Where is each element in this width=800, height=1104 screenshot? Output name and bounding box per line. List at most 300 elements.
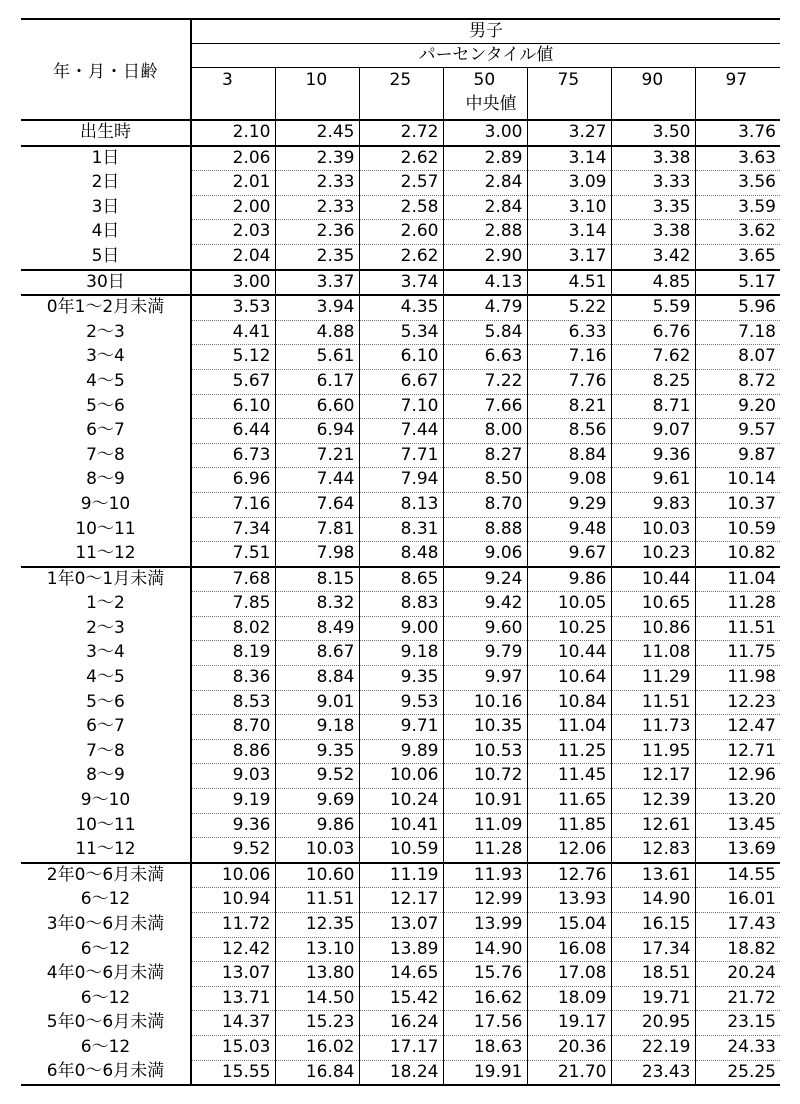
percentile-50-label: 50 <box>473 70 496 90</box>
value-cell: 15.55 <box>191 1060 275 1085</box>
value-cell: 3.76 <box>695 120 780 146</box>
row-label: 3日 <box>21 195 191 220</box>
table-row <box>21 220 780 245</box>
row-label: 3～4 <box>21 345 191 370</box>
value-cell: 14.65 <box>359 962 443 987</box>
table-row <box>21 715 780 740</box>
value-cell: 10.14 <box>695 468 780 493</box>
value-cell: 8.07 <box>695 345 780 370</box>
value-cell: 6.10 <box>359 345 443 370</box>
value-cell: 10.59 <box>359 838 443 863</box>
value-cell: 3.38 <box>611 146 695 171</box>
value-cell: 9.06 <box>443 542 527 567</box>
value-cell: 5.17 <box>695 270 780 296</box>
value-cell: 9.29 <box>527 492 611 517</box>
value-cell: 10.94 <box>191 888 275 913</box>
value-cell: 10.16 <box>443 690 527 715</box>
row-label: 7～8 <box>21 443 191 468</box>
value-cell: 3.42 <box>611 244 695 269</box>
value-cell: 10.41 <box>359 813 443 838</box>
value-cell: 7.94 <box>359 468 443 493</box>
table-row <box>21 641 780 666</box>
table-row <box>21 764 780 789</box>
percentile-3-header: 3 <box>191 68 275 121</box>
row-label: 2～3 <box>21 616 191 641</box>
value-cell: 13.99 <box>443 913 527 938</box>
value-cell: 13.20 <box>695 789 780 814</box>
value-cell: 2.84 <box>443 171 527 196</box>
row-label: 8～9 <box>21 764 191 789</box>
table-row <box>21 542 780 567</box>
value-cell: 12.06 <box>527 838 611 863</box>
value-cell: 2.60 <box>359 220 443 245</box>
value-cell: 9.69 <box>275 789 359 814</box>
value-cell: 5.96 <box>695 295 780 320</box>
value-cell: 9.52 <box>191 838 275 863</box>
table-row <box>21 986 780 1011</box>
table-row <box>21 120 780 146</box>
value-cell: 3.50 <box>611 120 695 146</box>
value-cell: 6.63 <box>443 345 527 370</box>
value-cell: 3.00 <box>443 120 527 146</box>
value-cell: 8.67 <box>275 641 359 666</box>
value-cell: 2.58 <box>359 195 443 220</box>
row-label: 30日 <box>21 270 191 296</box>
value-cell: 3.74 <box>359 270 443 296</box>
value-cell: 16.15 <box>611 913 695 938</box>
value-cell: 13.07 <box>191 962 275 987</box>
value-cell: 3.94 <box>275 295 359 320</box>
value-cell: 9.03 <box>191 764 275 789</box>
value-cell: 15.42 <box>359 986 443 1011</box>
value-cell: 2.06 <box>191 146 275 171</box>
value-cell: 2.10 <box>191 120 275 146</box>
value-cell: 9.67 <box>527 542 611 567</box>
value-cell: 6.10 <box>191 394 275 419</box>
row-label: 3年0～6月未満 <box>21 913 191 938</box>
value-cell: 6.94 <box>275 419 359 444</box>
table-row <box>21 913 780 938</box>
table-row <box>21 739 780 764</box>
row-label: 4～5 <box>21 666 191 691</box>
value-cell: 7.34 <box>191 517 275 542</box>
value-cell: 5.84 <box>443 320 527 345</box>
value-cell: 3.65 <box>695 244 780 269</box>
value-cell: 16.01 <box>695 888 780 913</box>
value-cell: 8.50 <box>443 468 527 493</box>
value-cell: 9.24 <box>443 567 527 592</box>
value-cell: 9.36 <box>191 813 275 838</box>
value-cell: 11.65 <box>527 789 611 814</box>
value-cell: 4.88 <box>275 320 359 345</box>
table-row <box>21 270 780 296</box>
value-cell: 14.50 <box>275 986 359 1011</box>
value-cell: 9.42 <box>443 592 527 617</box>
value-cell: 12.42 <box>191 937 275 962</box>
value-cell: 7.71 <box>359 443 443 468</box>
value-cell: 14.55 <box>695 863 780 888</box>
value-cell: 19.17 <box>527 1011 611 1036</box>
row-label: 5～6 <box>21 394 191 419</box>
value-cell: 9.53 <box>359 690 443 715</box>
value-cell: 4.79 <box>443 295 527 320</box>
row-label: 5日 <box>21 244 191 269</box>
value-cell: 7.81 <box>275 517 359 542</box>
value-cell: 9.71 <box>359 715 443 740</box>
table-body <box>21 120 780 1085</box>
value-cell: 8.70 <box>191 715 275 740</box>
value-cell: 9.35 <box>359 666 443 691</box>
value-cell: 2.00 <box>191 195 275 220</box>
value-cell: 10.23 <box>611 542 695 567</box>
gender-header: 男子 <box>191 19 780 44</box>
table-row <box>21 295 780 320</box>
value-cell: 6.76 <box>611 320 695 345</box>
value-cell: 3.14 <box>527 146 611 171</box>
table-row <box>21 962 780 987</box>
value-cell: 9.36 <box>611 443 695 468</box>
value-cell: 3.59 <box>695 195 780 220</box>
value-cell: 11.25 <box>527 739 611 764</box>
value-cell: 12.23 <box>695 690 780 715</box>
value-cell: 11.28 <box>443 838 527 863</box>
table-header <box>21 19 780 120</box>
value-cell: 12.99 <box>443 888 527 913</box>
value-cell: 16.24 <box>359 1011 443 1036</box>
value-cell: 9.86 <box>527 567 611 592</box>
value-cell: 4.85 <box>611 270 695 296</box>
value-cell: 16.84 <box>275 1060 359 1085</box>
value-cell: 3.10 <box>527 195 611 220</box>
row-label: 1～2 <box>21 592 191 617</box>
value-cell: 15.23 <box>275 1011 359 1036</box>
value-cell: 14.90 <box>443 937 527 962</box>
row-label: 6～12 <box>21 937 191 962</box>
value-cell: 4.41 <box>191 320 275 345</box>
value-cell: 11.04 <box>695 567 780 592</box>
table-row <box>21 838 780 863</box>
value-cell: 13.10 <box>275 937 359 962</box>
percentile-25-header: 25 <box>359 68 443 121</box>
value-cell: 10.37 <box>695 492 780 517</box>
value-cell: 8.21 <box>527 394 611 419</box>
value-cell: 3.27 <box>527 120 611 146</box>
table-row <box>21 517 780 542</box>
value-cell: 6.67 <box>359 369 443 394</box>
value-cell: 9.08 <box>527 468 611 493</box>
value-cell: 19.91 <box>443 1060 527 1085</box>
value-cell: 6.33 <box>527 320 611 345</box>
table-row <box>21 1060 780 1085</box>
value-cell: 16.62 <box>443 986 527 1011</box>
row-label: 10～11 <box>21 517 191 542</box>
value-cell: 8.49 <box>275 616 359 641</box>
value-cell: 9.01 <box>275 690 359 715</box>
row-label: 8～9 <box>21 468 191 493</box>
row-label: 0年1～2月未満 <box>21 295 191 320</box>
table-row <box>21 443 780 468</box>
row-label: 6～7 <box>21 419 191 444</box>
value-cell: 9.86 <box>275 813 359 838</box>
value-cell: 6.44 <box>191 419 275 444</box>
value-cell: 17.17 <box>359 1035 443 1060</box>
table-row <box>21 813 780 838</box>
value-cell: 7.22 <box>443 369 527 394</box>
value-cell: 8.15 <box>275 567 359 592</box>
value-cell: 15.76 <box>443 962 527 987</box>
percentile-title: パーセンタイル値 <box>191 44 780 68</box>
table-row <box>21 345 780 370</box>
table-row <box>21 1011 780 1036</box>
percentile-10-header: 10 <box>275 68 359 121</box>
table-row <box>21 937 780 962</box>
value-cell: 9.35 <box>275 739 359 764</box>
value-cell: 22.19 <box>611 1035 695 1060</box>
value-cell: 13.45 <box>695 813 780 838</box>
value-cell: 9.60 <box>443 616 527 641</box>
value-cell: 8.32 <box>275 592 359 617</box>
value-cell: 8.48 <box>359 542 443 567</box>
value-cell: 11.04 <box>527 715 611 740</box>
value-cell: 2.39 <box>275 146 359 171</box>
value-cell: 2.35 <box>275 244 359 269</box>
value-cell: 12.47 <box>695 715 780 740</box>
value-cell: 9.87 <box>695 443 780 468</box>
percentile-90-header: 90 <box>611 68 695 121</box>
value-cell: 25.25 <box>695 1060 780 1085</box>
value-cell: 6.60 <box>275 394 359 419</box>
value-cell: 17.34 <box>611 937 695 962</box>
value-cell: 13.89 <box>359 937 443 962</box>
value-cell: 10.64 <box>527 666 611 691</box>
row-label: 3～4 <box>21 641 191 666</box>
percentile-75-header: 75 <box>527 68 611 121</box>
row-label: 6年0～6月未満 <box>21 1060 191 1085</box>
row-label: 9～10 <box>21 789 191 814</box>
value-cell: 7.16 <box>191 492 275 517</box>
row-label: 2年0～6月未満 <box>21 863 191 888</box>
percentile-97-header: 97 <box>695 68 780 121</box>
value-cell: 10.84 <box>527 690 611 715</box>
value-cell: 10.06 <box>191 863 275 888</box>
value-cell: 9.00 <box>359 616 443 641</box>
value-cell: 8.65 <box>359 567 443 592</box>
value-cell: 12.71 <box>695 739 780 764</box>
value-cell: 8.27 <box>443 443 527 468</box>
value-cell: 2.33 <box>275 171 359 196</box>
value-cell: 8.36 <box>191 666 275 691</box>
table-row <box>21 244 780 269</box>
table-row <box>21 320 780 345</box>
value-cell: 3.09 <box>527 171 611 196</box>
value-cell: 10.82 <box>695 542 780 567</box>
value-cell: 9.89 <box>359 739 443 764</box>
value-cell: 2.04 <box>191 244 275 269</box>
value-cell: 16.08 <box>527 937 611 962</box>
row-label: 6～12 <box>21 986 191 1011</box>
table-row <box>21 666 780 691</box>
value-cell: 18.63 <box>443 1035 527 1060</box>
value-cell: 10.24 <box>359 789 443 814</box>
value-cell: 14.37 <box>191 1011 275 1036</box>
row-label: 6～12 <box>21 1035 191 1060</box>
value-cell: 18.82 <box>695 937 780 962</box>
value-cell: 9.18 <box>275 715 359 740</box>
value-cell: 8.71 <box>611 394 695 419</box>
row-label: 10～11 <box>21 813 191 838</box>
value-cell: 20.36 <box>527 1035 611 1060</box>
value-cell: 7.68 <box>191 567 275 592</box>
value-cell: 17.43 <box>695 913 780 938</box>
value-cell: 7.44 <box>275 468 359 493</box>
value-cell: 10.86 <box>611 616 695 641</box>
value-cell: 10.44 <box>527 641 611 666</box>
row-label: 5年0～6月未満 <box>21 1011 191 1036</box>
value-cell: 11.29 <box>611 666 695 691</box>
value-cell: 9.07 <box>611 419 695 444</box>
value-cell: 3.17 <box>527 244 611 269</box>
value-cell: 8.72 <box>695 369 780 394</box>
value-cell: 3.14 <box>527 220 611 245</box>
table-row <box>21 369 780 394</box>
value-cell: 23.15 <box>695 1011 780 1036</box>
value-cell: 9.61 <box>611 468 695 493</box>
value-cell: 15.04 <box>527 913 611 938</box>
value-cell: 3.63 <box>695 146 780 171</box>
value-cell: 5.61 <box>275 345 359 370</box>
value-cell: 13.61 <box>611 863 695 888</box>
table-row <box>21 419 780 444</box>
value-cell: 19.71 <box>611 986 695 1011</box>
value-cell: 17.08 <box>527 962 611 987</box>
value-cell: 11.73 <box>611 715 695 740</box>
value-cell: 2.03 <box>191 220 275 245</box>
value-cell: 7.44 <box>359 419 443 444</box>
weight-percentile-sheet <box>21 18 780 1086</box>
value-cell: 12.61 <box>611 813 695 838</box>
value-cell: 3.53 <box>191 295 275 320</box>
value-cell: 9.79 <box>443 641 527 666</box>
table-row <box>21 616 780 641</box>
table-row <box>21 592 780 617</box>
value-cell: 10.60 <box>275 863 359 888</box>
value-cell: 10.53 <box>443 739 527 764</box>
value-cell: 2.36 <box>275 220 359 245</box>
value-cell: 4.51 <box>527 270 611 296</box>
value-cell: 2.72 <box>359 120 443 146</box>
value-cell: 7.21 <box>275 443 359 468</box>
value-cell: 6.96 <box>191 468 275 493</box>
value-cell: 8.86 <box>191 739 275 764</box>
value-cell: 9.83 <box>611 492 695 517</box>
value-cell: 8.13 <box>359 492 443 517</box>
row-label: 5～6 <box>21 690 191 715</box>
value-cell: 11.95 <box>611 739 695 764</box>
row-label: 6～12 <box>21 888 191 913</box>
value-cell: 3.56 <box>695 171 780 196</box>
value-cell: 10.65 <box>611 592 695 617</box>
value-cell: 7.85 <box>191 592 275 617</box>
value-cell: 11.72 <box>191 913 275 938</box>
value-cell: 8.84 <box>527 443 611 468</box>
value-cell: 5.34 <box>359 320 443 345</box>
value-cell: 11.98 <box>695 666 780 691</box>
value-cell: 11.09 <box>443 813 527 838</box>
value-cell: 12.96 <box>695 764 780 789</box>
value-cell: 10.59 <box>695 517 780 542</box>
value-cell: 9.52 <box>275 764 359 789</box>
table-row <box>21 146 780 171</box>
value-cell: 8.84 <box>275 666 359 691</box>
value-cell: 13.93 <box>527 888 611 913</box>
value-cell: 12.83 <box>611 838 695 863</box>
value-cell: 12.39 <box>611 789 695 814</box>
value-cell: 2.01 <box>191 171 275 196</box>
row-label: 4～5 <box>21 369 191 394</box>
value-cell: 14.90 <box>611 888 695 913</box>
value-cell: 18.09 <box>527 986 611 1011</box>
percentile-table <box>21 18 780 1086</box>
row-label: 11～12 <box>21 838 191 863</box>
value-cell: 12.76 <box>527 863 611 888</box>
value-cell: 10.91 <box>443 789 527 814</box>
value-cell: 2.33 <box>275 195 359 220</box>
row-label: 2日 <box>21 171 191 196</box>
value-cell: 8.88 <box>443 517 527 542</box>
value-cell: 9.57 <box>695 419 780 444</box>
table-row <box>21 1035 780 1060</box>
row-label: 11～12 <box>21 542 191 567</box>
value-cell: 5.67 <box>191 369 275 394</box>
value-cell: 10.05 <box>527 592 611 617</box>
value-cell: 12.17 <box>611 764 695 789</box>
value-cell: 11.51 <box>611 690 695 715</box>
value-cell: 23.43 <box>611 1060 695 1085</box>
value-cell: 2.62 <box>359 244 443 269</box>
value-cell: 7.76 <box>527 369 611 394</box>
value-cell: 21.72 <box>695 986 780 1011</box>
table-row <box>21 195 780 220</box>
value-cell: 2.57 <box>359 171 443 196</box>
value-cell: 8.00 <box>443 419 527 444</box>
value-cell: 9.97 <box>443 666 527 691</box>
value-cell: 2.89 <box>443 146 527 171</box>
value-cell: 11.19 <box>359 863 443 888</box>
value-cell: 15.03 <box>191 1035 275 1060</box>
value-cell: 7.66 <box>443 394 527 419</box>
row-label: 7～8 <box>21 739 191 764</box>
value-cell: 3.38 <box>611 220 695 245</box>
value-cell: 8.31 <box>359 517 443 542</box>
value-cell: 8.02 <box>191 616 275 641</box>
row-label: 6～7 <box>21 715 191 740</box>
value-cell: 11.93 <box>443 863 527 888</box>
value-cell: 8.56 <box>527 419 611 444</box>
value-cell: 3.62 <box>695 220 780 245</box>
value-cell: 11.51 <box>695 616 780 641</box>
value-cell: 11.85 <box>527 813 611 838</box>
value-cell: 9.48 <box>527 517 611 542</box>
value-cell: 7.64 <box>275 492 359 517</box>
value-cell: 12.17 <box>359 888 443 913</box>
value-cell: 4.13 <box>443 270 527 296</box>
value-cell: 13.69 <box>695 838 780 863</box>
value-cell: 17.56 <box>443 1011 527 1036</box>
value-cell: 11.45 <box>527 764 611 789</box>
value-cell: 8.53 <box>191 690 275 715</box>
value-cell: 18.24 <box>359 1060 443 1085</box>
table-row <box>21 492 780 517</box>
